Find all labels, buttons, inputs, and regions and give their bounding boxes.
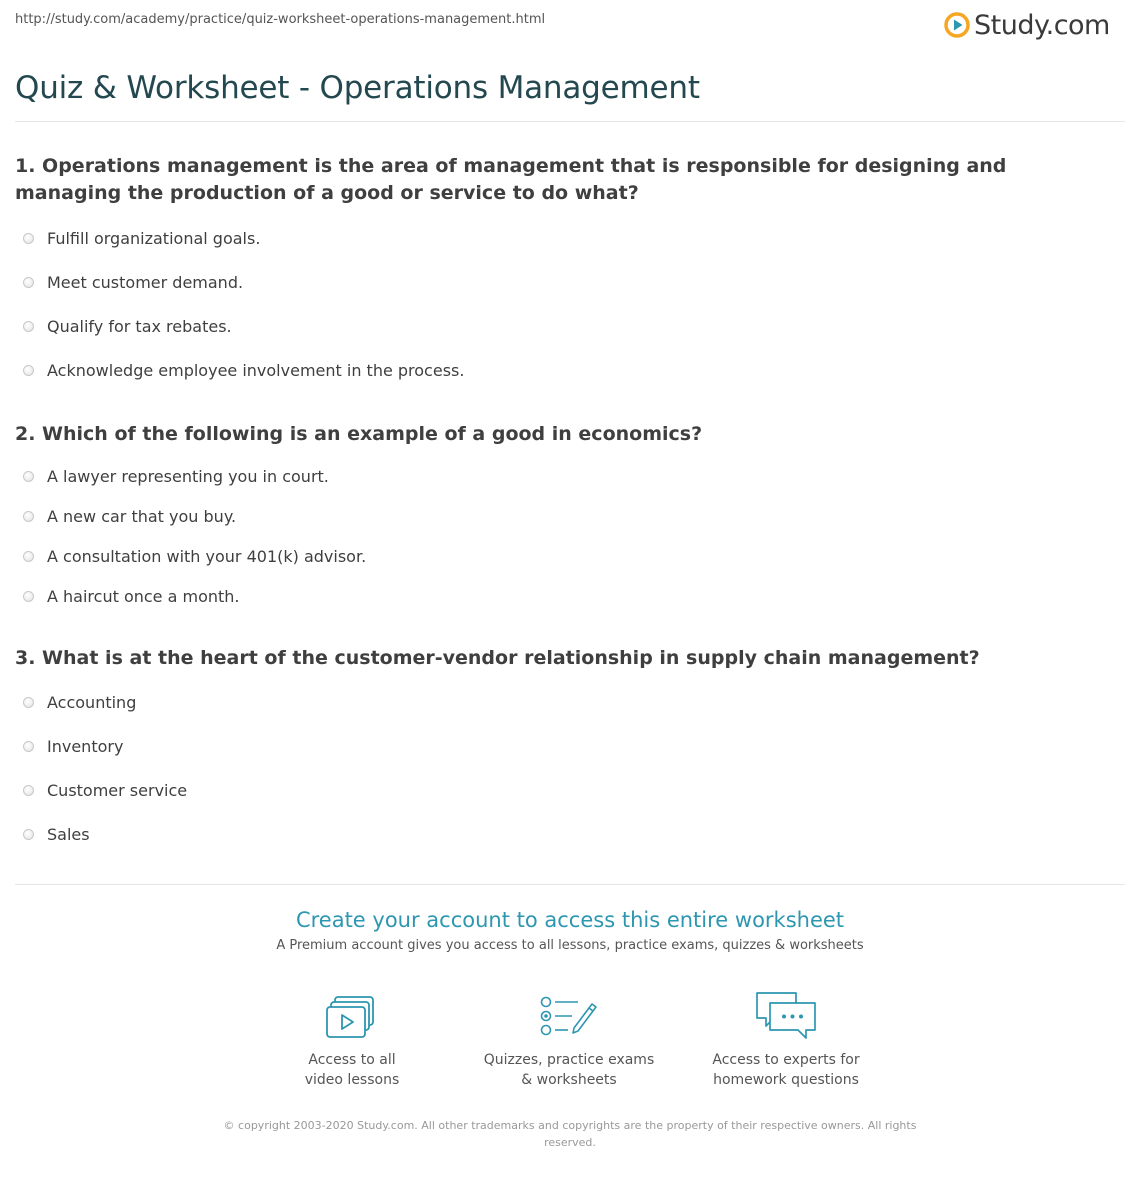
answer-option[interactable] [23, 260, 923, 304]
answer-label: Meet customer demand. [47, 272, 244, 292]
cta-divider [15, 884, 1125, 885]
premium-cta [0, 905, 1140, 953]
chat-bubbles-icon [754, 990, 818, 1040]
video-lessons-icon [326, 994, 378, 1040]
radio-button-icon[interactable] [23, 511, 34, 522]
answer-label: A lawyer representing you in court. [47, 466, 329, 486]
answer-option[interactable] [23, 812, 923, 856]
answer-label: Qualify for tax rebates. [47, 316, 232, 336]
answer-label: A consultation with your 401(k) advisor. [47, 546, 367, 566]
study-logo[interactable] [944, 8, 1110, 42]
radio-button-icon[interactable] [23, 233, 34, 244]
answer-option[interactable] [23, 768, 923, 812]
radio-button-icon[interactable] [23, 785, 34, 796]
feature-label: Access to experts for [712, 1052, 860, 1068]
answer-option[interactable] [23, 348, 923, 392]
feature-quizzes [469, 990, 669, 1090]
answer-label: Sales [47, 824, 90, 844]
answer-label: Fulfill organizational goals. [47, 228, 261, 248]
answer-option[interactable] [23, 536, 923, 576]
answer-option[interactable] [23, 680, 923, 724]
radio-button-icon[interactable] [23, 365, 34, 376]
feature-label: Quizzes, practice exams [483, 1052, 655, 1068]
radio-button-icon[interactable] [23, 741, 34, 752]
answer-option[interactable] [23, 304, 923, 348]
radio-button-icon[interactable] [23, 277, 34, 288]
logo-text: Study.com [974, 9, 1110, 41]
feature-label: homework questions [713, 1072, 859, 1088]
answer-option[interactable] [23, 456, 923, 496]
answer-list-3 [23, 680, 923, 856]
create-account-link[interactable]: Create your account to access this entire worksheet [295, 908, 845, 932]
answer-option[interactable] [23, 216, 923, 260]
feature-label: video lessons [304, 1072, 400, 1088]
answer-option[interactable] [23, 576, 923, 616]
answer-label: Acknowledge employee involvement in the process. [47, 360, 465, 380]
feature-video-lessons [252, 990, 452, 1090]
feature-label: Access to all [308, 1052, 396, 1068]
answer-list-1 [23, 216, 923, 392]
radio-button-icon[interactable] [23, 551, 34, 562]
answer-label: A haircut once a month. [47, 586, 240, 606]
answer-label: Inventory [47, 736, 124, 756]
answer-label: Accounting [47, 692, 137, 712]
answer-list-2 [23, 456, 923, 616]
radio-button-icon[interactable] [23, 471, 34, 482]
radio-button-icon[interactable] [23, 697, 34, 708]
cta-subtitle: A Premium account gives you access to all lessons, practice exams, quizzes & worksheets [276, 938, 864, 953]
feature-list [0, 990, 1140, 1090]
copyright-footer: © copyright 2003-2020 Study.com. All other trademarks and copyrights are the property of their respective owners. All rights reserved. [223, 1119, 917, 1149]
question-3: 3. What is at the heart of the customer-vendor relationship in supply chain management? [15, 647, 980, 669]
answer-label: Customer service [47, 780, 188, 800]
radio-button-icon[interactable] [23, 321, 34, 332]
page-title: Quiz & Worksheet - Operations Management [15, 70, 700, 106]
radio-button-icon[interactable] [23, 829, 34, 840]
answer-label: A new car that you buy. [47, 506, 237, 526]
answer-option[interactable] [23, 724, 923, 768]
question-2: 2. Which of the following is an example of a good in economics? [15, 423, 703, 445]
play-circle-logo-icon [944, 12, 970, 38]
radio-button-icon[interactable] [23, 591, 34, 602]
feature-label: & worksheets [521, 1072, 617, 1088]
question-1: 1. Operations management is the area of management that is responsible for designing and managing the production of a good or service to do what? [15, 155, 1007, 204]
title-divider [15, 121, 1125, 122]
feature-experts [686, 990, 886, 1090]
page-url: http://study.com/academy/practice/quiz-worksheet-operations-management.html [15, 12, 546, 27]
quiz-checklist-icon [540, 996, 598, 1040]
answer-option[interactable] [23, 496, 923, 536]
